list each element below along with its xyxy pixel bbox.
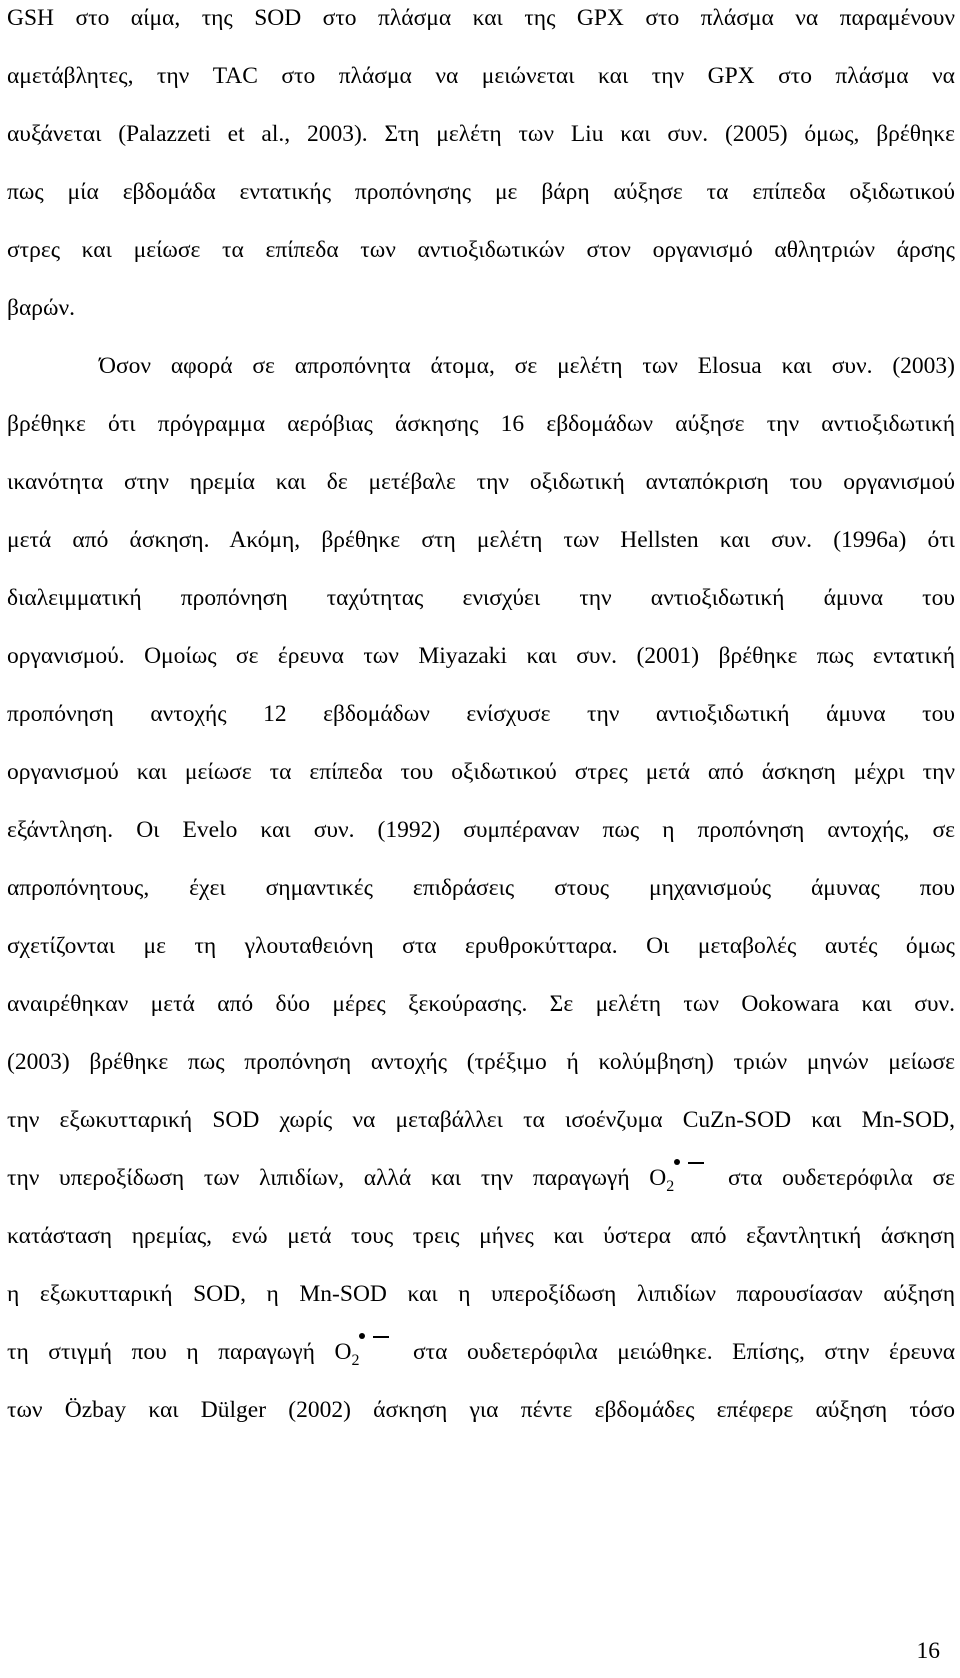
- text-line: διαλειμματική προπόνηση ταχύτητας ενισχύει την αντιοξιδωτική άμυνα του: [7, 585, 955, 611]
- text-line: εξάντληση. Οι Evelo και συν. (1992) συμπέραναν πως η προπόνηση αντοχής, σε: [7, 817, 955, 843]
- text-line-superoxide: [7, 1334, 955, 1370]
- text-line-superoxide: [7, 1160, 955, 1196]
- text-segment: τη στιγμή που η παραγωγή O: [7, 1339, 352, 1365]
- text-segment: στα ουδετερόφιλα σε: [727, 1165, 955, 1191]
- text-line: (2003) βρέθηκε πως προπόνηση αντοχής (τρέξιμο ή κολύμβηση) τριών μηνών μείωσε: [7, 1049, 955, 1075]
- text-line: αναιρέθηκαν μετά από δύο μέρες ξεκούρασης. Σε μελέτη των Ookowara και συν.: [7, 991, 955, 1017]
- subscript: 2: [351, 1352, 360, 1369]
- text-line: στρες και μείωσε τα επίπεδα των αντιοξιδωτικών στον οργανισμό αθλητριών άρσης: [7, 237, 955, 263]
- text-line: GSH στο αίμα, της SOD στο πλάσμα και της GPX στο πλάσμα να παραμένουν: [7, 5, 955, 31]
- text-line: αυξάνεται (Palazzeti et al., 2003). Στη μελέτη των Liu και συν. (2005) όμως, βρέθηκε: [7, 121, 955, 147]
- text-line: την εξωκυτταρική SOD χωρίς να μεταβάλλει τα ισοένζυμα CuZn-SOD και Mn-SOD,: [7, 1107, 955, 1133]
- text-line: ικανότητα στην ηρεμία και δε μετέβαλε την οξιδωτική ανταπόκριση του οργανισμού: [7, 469, 955, 495]
- text-line: προπόνηση αντοχής 12 εβδομάδων ενίσχυσε την αντιοξιδωτική άμυνα του: [7, 701, 955, 727]
- text-line: μετά από άσκηση. Ακόμη, βρέθηκε στη μελέτη των Hellsten και συν. (1996a) ότι: [7, 527, 955, 553]
- subscript: 2: [666, 1178, 675, 1195]
- text-segment: την υπεροξίδωση των λιπιδίων, αλλά και την παραγωγή O: [7, 1165, 667, 1191]
- paragraph-first-line: Όσον αφορά σε απροπόνητα άτομα, σε μελέτη των Elosua και συν. (2003): [99, 353, 955, 379]
- text-line: βρέθηκε ότι πρόγραμμα αερόβιας άσκησης 16 εβδομάδων αύξησε την αντιοξιδωτική: [7, 411, 955, 437]
- text-line: κατάσταση ηρεμίας, ενώ μετά τους τρεις μήνες και ύστερα από εξαντλητική άσκηση: [7, 1223, 955, 1249]
- text-line: σχετίζονται με τη γλουταθειόνη στα ερυθροκύτταρα. Οι μεταβολές αυτές όμως: [7, 933, 955, 959]
- text-segment: στα ουδετερόφιλα μειώθηκε. Επίσης, στην έρευνα: [413, 1339, 956, 1365]
- text-line: των Özbay και Dülger (2002) άσκηση για πέντε εβδομάδες επέφερε αύξηση τόσο: [7, 1397, 955, 1423]
- text-line: απροπόνητους, έχει σημαντικές επιδράσεις στους μηχανισμούς άμυνας που: [7, 875, 955, 901]
- radical-dot-minus-symbol: [674, 1165, 708, 1185]
- text-line: οργανισμού. Ομοίως σε έρευνα των Miyazaki και συν. (2001) βρέθηκε πως εντατική: [7, 643, 955, 669]
- radical-dot-minus-symbol: [359, 1339, 393, 1359]
- text-line: οργανισμού και μείωσε τα επίπεδα του οξιδωτικού στρες μετά από άσκηση μέχρι την: [7, 759, 955, 785]
- page-number: 16: [916, 1638, 940, 1664]
- text-line: βαρών.: [7, 295, 75, 321]
- text-line: η εξωκυτταρική SOD, η Mn-SOD και η υπεροξίδωση λιπιδίων παρουσίασαν αύξηση: [7, 1281, 955, 1307]
- text-line: πως μία εβδομάδα εντατικής προπόνησης με βάρη αύξησε τα επίπεδα οξιδωτικού: [7, 179, 955, 205]
- text-line: αμετάβλητες, την TAC στο πλάσμα να μειώνεται και την GPX στο πλάσμα να: [7, 63, 955, 89]
